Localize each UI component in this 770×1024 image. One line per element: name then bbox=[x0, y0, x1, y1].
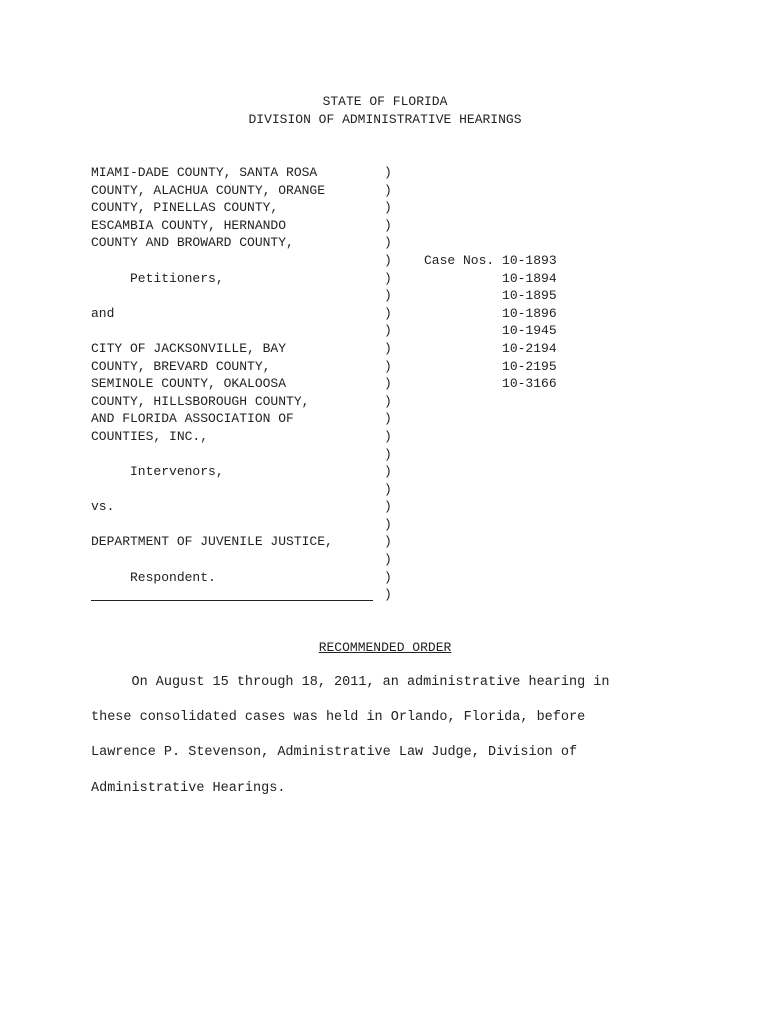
caption-paren: ) bbox=[384, 446, 392, 462]
case-numbers-block bbox=[424, 252, 557, 393]
order-body-line: these consolidated cases was held in Orlando, Florida, before bbox=[91, 710, 586, 725]
caption-paren: ) bbox=[384, 200, 392, 216]
case-number: 10-1895 bbox=[502, 288, 557, 304]
caption-paren: ) bbox=[384, 323, 392, 339]
order-body-line: On August 15 through 18, 2011, an administrative hearing in bbox=[91, 675, 610, 690]
case-number: 10-3166 bbox=[502, 376, 557, 392]
caption-paren: ) bbox=[384, 305, 392, 321]
caption-line: COUNTIES, INC., bbox=[91, 428, 209, 444]
caption-line: COUNTY, HILLSBOROUGH COUNTY, bbox=[91, 393, 310, 409]
caption-line: Respondent. bbox=[91, 569, 216, 585]
case-number: 10-1893 bbox=[502, 253, 557, 268]
caption-line: SEMINOLE COUNTY, OKALOOSA bbox=[91, 376, 287, 392]
caption-line: ESCAMBIA COUNTY, HERNANDO bbox=[91, 217, 287, 233]
caption-paren: ) bbox=[384, 270, 392, 286]
caption-paren: ) bbox=[384, 288, 392, 304]
caption-line bbox=[91, 516, 333, 534]
caption-line bbox=[91, 481, 333, 499]
header-division: DIVISION OF ADMINISTRATIVE HEARINGS bbox=[248, 112, 522, 127]
order-body-line: Administrative Hearings. bbox=[91, 781, 286, 796]
caption-line: CITY OF JACKSONVILLE, BAY bbox=[91, 340, 287, 356]
header-state: STATE OF FLORIDA bbox=[322, 94, 448, 109]
caption-paren: ) bbox=[384, 587, 392, 603]
caption-paren: ) bbox=[384, 182, 392, 198]
case-nos-label: Case Nos. bbox=[424, 253, 503, 268]
caption-paren: ) bbox=[384, 340, 392, 356]
caption-line bbox=[91, 252, 333, 270]
caption-paren: ) bbox=[384, 165, 392, 180]
case-number: 10-2195 bbox=[502, 358, 557, 374]
caption-line: COUNTY, PINELLAS COUNTY, bbox=[91, 200, 279, 216]
caption-paren: ) bbox=[384, 217, 392, 233]
caption-paren: ) bbox=[384, 376, 392, 392]
caption-paren: ) bbox=[384, 464, 392, 480]
caption-paren: ) bbox=[384, 252, 392, 268]
caption-paren: ) bbox=[384, 534, 392, 550]
order-title-text: RECOMMENDED ORDER bbox=[318, 640, 452, 655]
caption-line bbox=[91, 446, 333, 464]
caption-line: COUNTY, BREVARD COUNTY, bbox=[91, 358, 271, 374]
case-number: 10-1945 bbox=[502, 323, 557, 339]
caption-paren: ) bbox=[384, 358, 392, 374]
caption-line: AND FLORIDA ASSOCIATION OF bbox=[91, 411, 294, 427]
caption-paren: ) bbox=[384, 393, 392, 409]
caption-line: DEPARTMENT OF JUVENILE JUSTICE, bbox=[91, 534, 333, 550]
caption-paren: ) bbox=[384, 235, 392, 251]
caption-line: Petitioners, bbox=[91, 270, 224, 286]
case-number: 10-2194 bbox=[502, 340, 557, 356]
caption-paren: ) bbox=[384, 411, 392, 427]
caption-line: Intervenors, bbox=[91, 464, 224, 480]
case-number: 10-1896 bbox=[502, 305, 557, 321]
caption-paren: ) bbox=[384, 569, 392, 585]
caption-line: COUNTY, ALACHUA COUNTY, ORANGE bbox=[91, 182, 326, 198]
caption-line bbox=[91, 287, 333, 305]
caption-paren: ) bbox=[384, 481, 392, 497]
caption-paren: ) bbox=[384, 516, 392, 532]
case-numbers-list bbox=[502, 252, 557, 393]
caption-line: COUNTY AND BROWARD COUNTY, bbox=[91, 235, 294, 251]
caption-underline bbox=[91, 600, 373, 601]
case-number: 10-1894 bbox=[502, 270, 557, 286]
caption-line: and bbox=[91, 305, 115, 321]
caption-paren-column bbox=[384, 164, 392, 604]
caption-line bbox=[91, 551, 333, 569]
order-title bbox=[0, 639, 770, 657]
caption-line bbox=[91, 322, 333, 340]
caption-paren: ) bbox=[384, 499, 392, 515]
caption-line: vs. bbox=[91, 499, 115, 515]
caption-paren: ) bbox=[384, 552, 392, 568]
caption-paren: ) bbox=[384, 428, 392, 444]
order-body-line: Lawrence P. Stevenson, Administrative Law Judge, Division of bbox=[91, 745, 578, 760]
caption-line: MIAMI-DADE COUNTY, SANTA ROSA bbox=[91, 165, 318, 180]
caption-parties bbox=[91, 164, 333, 586]
